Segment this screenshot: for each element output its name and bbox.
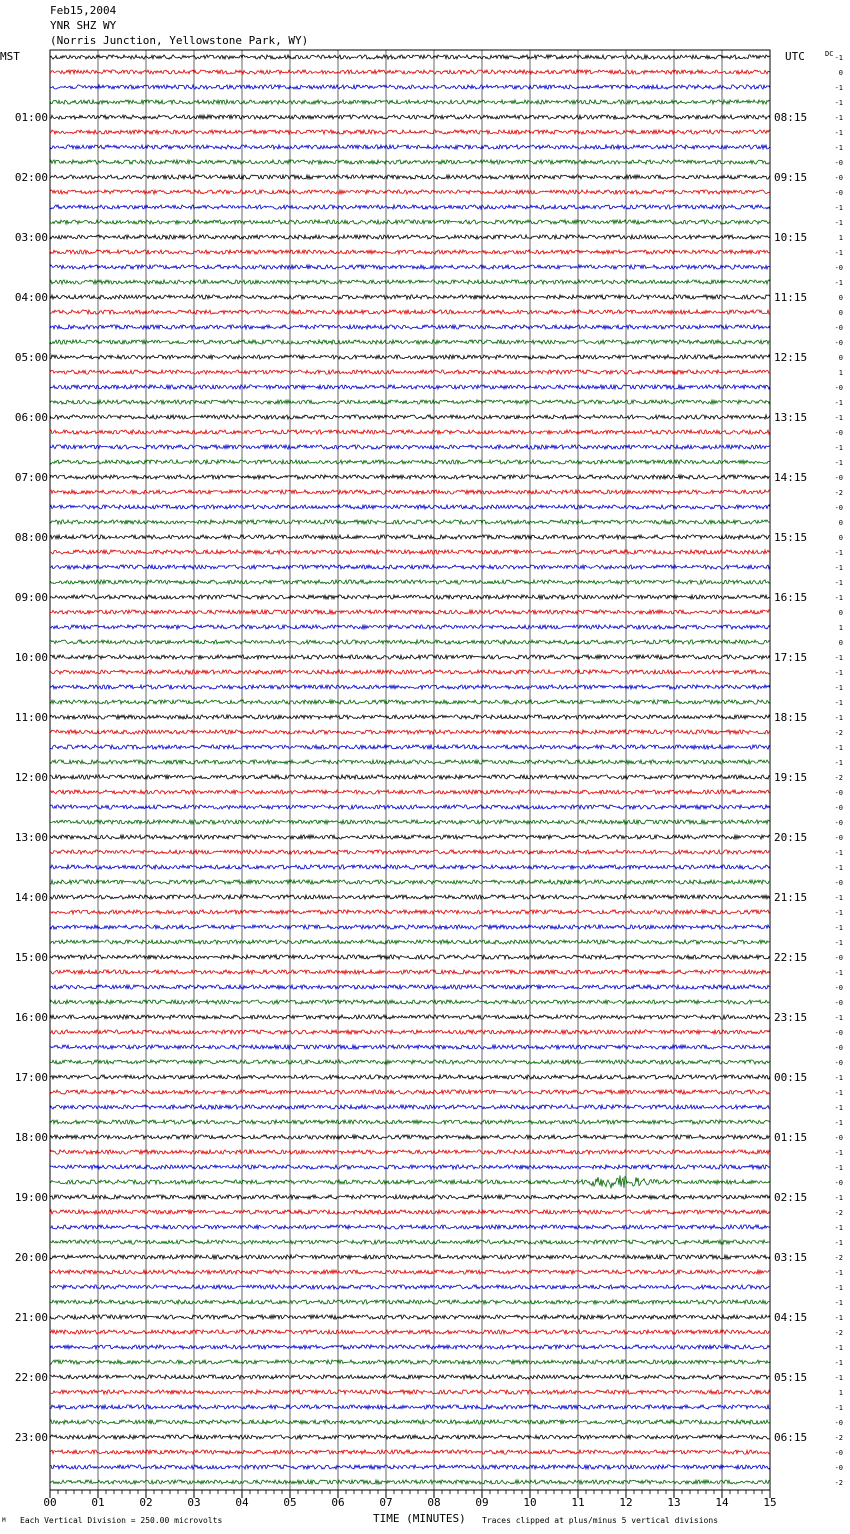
trace-line [50,640,770,644]
dc-offset-label: -0 [834,384,843,392]
trace-line [50,535,770,539]
dc-offset-label: -1 [834,1164,843,1172]
dc-offset-label: -1 [834,909,843,917]
x-tick-label: 06 [331,1496,345,1509]
trace-line [50,730,770,734]
trace-line [50,1135,770,1139]
dc-offset-label: -1 [834,924,843,932]
trace-line [50,130,770,134]
hour-label-right: 01:15 [774,1131,808,1144]
dc-offset-label: -0 [834,789,843,797]
x-tick-label: 09 [475,1496,489,1509]
hour-label-left: 17:00 [14,1071,48,1084]
hour-label-left: 23:00 [14,1431,48,1444]
dc-offset-label: -1 [834,99,843,107]
trace-line [50,280,770,284]
dc-offset-label: 1 [838,624,843,632]
dc-offset-label: -0 [834,999,843,1007]
hour-label-left: 15:00 [14,951,48,964]
trace-line [50,595,770,599]
trace-line [50,445,770,449]
dc-offset-label: 1 [838,234,843,242]
hour-label-right: 20:15 [774,831,808,844]
trace-line [50,490,770,494]
trace-line [50,805,770,809]
dc-offset-label: -1 [834,1119,843,1127]
dc-offset-label: -0 [834,1029,843,1037]
trace-line [50,820,770,824]
trace-line [50,670,770,674]
trace-line [50,325,770,329]
trace-line [50,1075,770,1079]
hour-label-left: 08:00 [14,531,48,544]
dc-offset-label: -1 [834,579,843,587]
hour-label-right: 22:15 [774,951,808,964]
trace-line [50,100,770,104]
dc-offset-label: 0 [838,519,843,527]
trace-line [50,895,770,899]
trace-line [50,700,770,704]
hour-label-right: 16:15 [774,591,808,604]
dc-offset-label: -2 [834,1329,843,1337]
plot-frame [50,50,770,1490]
trace-line [50,70,770,74]
dc-offset-label: -1 [834,1239,843,1247]
dc-offset-label: -2 [834,774,843,782]
trace-line [50,1255,770,1259]
trace-line [50,760,770,764]
dc-offset-label: -1 [834,684,843,692]
trace-line [50,355,770,359]
trace-line [50,580,770,584]
dc-offset-label: -1 [834,1089,843,1097]
hour-label-right: 06:15 [774,1431,808,1444]
trace-line [50,1060,770,1064]
trace-line [50,940,770,944]
x-tick-label: 07 [379,1496,393,1509]
trace-line [50,520,770,524]
x-tick-label: 10 [523,1496,537,1509]
dc-offset-label: -2 [834,489,843,497]
dc-offset-label: -1 [834,459,843,467]
trace-line [50,550,770,554]
trace-line [50,655,770,659]
x-axis-title: TIME (MINUTES) [373,1512,466,1525]
dc-offset-label: -2 [834,1209,843,1217]
dc-offset-label: 0 [838,69,843,77]
hour-label-right: 23:15 [774,1011,808,1024]
hour-label-left: 16:00 [14,1011,48,1024]
dc-offset-label: -1 [834,1404,843,1412]
trace-line [50,1480,770,1484]
dc-offset-label: -0 [834,834,843,842]
trace-line [50,340,770,344]
hour-label-left: 02:00 [14,171,48,184]
x-tick-label: 14 [715,1496,729,1509]
trace-line [50,385,770,389]
hour-label-right: 11:15 [774,291,808,304]
trace-line [50,1195,770,1199]
trace-line [50,1175,770,1188]
dc-offset-label: -1 [834,204,843,212]
trace-line [50,265,770,269]
hour-label-left: 20:00 [14,1251,48,1264]
axis-labels [0,50,843,1525]
x-tick-label: 03 [187,1496,201,1509]
dc-offset-label: -0 [834,1044,843,1052]
dc-offset-label: -1 [834,1014,843,1022]
corner-mark: M [2,1517,6,1524]
hour-label-left: 18:00 [14,1131,48,1144]
hour-label-right: 12:15 [774,351,808,364]
hour-label-right: 00:15 [774,1071,808,1084]
dc-offset-label: -0 [834,504,843,512]
trace-line [50,715,770,719]
trace-line [50,925,770,929]
dc-offset-label: -1 [834,894,843,902]
station-code: YNR SHZ WY [50,19,117,32]
x-tick-label: 04 [235,1496,249,1509]
trace-line [50,250,770,254]
dc-offset-label: 0 [838,309,843,317]
dc-offset-label: -1 [834,219,843,227]
dc-offset-label: 0 [838,639,843,647]
dc-offset-label: -1 [834,1269,843,1277]
trace-line [50,1120,770,1124]
dc-offset-label: -1 [834,939,843,947]
dc-offset-label: -1 [834,399,843,407]
x-tick-label: 13 [667,1496,681,1509]
dc-offset-label: -1 [834,1374,843,1382]
trace-line [50,1435,770,1439]
trace-line [50,1315,770,1319]
x-tick-label: 08 [427,1496,441,1509]
trace-line [50,160,770,164]
dc-offset-label: -1 [834,699,843,707]
trace-line [50,1345,770,1349]
dc-offset-label: -0 [834,1059,843,1067]
x-tick-label: 00 [43,1496,57,1509]
hour-label-right: 18:15 [774,711,808,724]
hour-label-left: 13:00 [14,831,48,844]
trace-line [50,880,770,884]
dc-offset-label: -1 [834,414,843,422]
trace-line [50,370,770,374]
trace-line [50,1090,770,1094]
dc-offset-label: -0 [834,1449,843,1457]
dc-offset-label: -1 [834,1359,843,1367]
trace-line [50,625,770,629]
dc-offset-label: -1 [834,1074,843,1082]
dc-offset-label: -0 [834,1179,843,1187]
trace-line [50,865,770,869]
dc-offset-label: -1 [834,744,843,752]
trace-line [50,850,770,854]
hour-label-right: 19:15 [774,771,808,784]
hour-label-right: 21:15 [774,891,808,904]
dc-offset-label: -1 [834,279,843,287]
dc-offset-label: 1 [838,369,843,377]
trace-line [50,1405,770,1409]
dc-offset-label: -0 [834,984,843,992]
dc-offset-label: -1 [834,1314,843,1322]
scale-note: Each Vertical Division = 250.00 microvolts [20,1516,223,1525]
clip-note: Traces clipped at plus/minus 5 vertical divisions [482,1516,719,1525]
trace-line [50,985,770,989]
trace-line [50,1285,770,1289]
hour-label-left: 06:00 [14,411,48,424]
trace-line [50,1300,770,1304]
hour-label-right: 03:15 [774,1251,808,1264]
hour-label-left: 22:00 [14,1371,48,1384]
x-tick-label: 01 [91,1496,105,1509]
left-timezone-label: MST [0,50,20,63]
trace-line [50,1240,770,1244]
dc-offset-label: -0 [834,264,843,272]
dc-offset-label: -0 [834,1464,843,1472]
hour-label-left: 14:00 [14,891,48,904]
hour-label-right: 15:15 [774,531,808,544]
dc-offset-label: -2 [834,1434,843,1442]
trace-line [50,1330,770,1334]
dc-offset-header: DC [825,50,834,58]
trace-line [50,745,770,749]
dc-offset-label: -2 [834,729,843,737]
dc-offset-label: 0 [838,609,843,617]
trace-line [50,1270,770,1274]
dc-offset-label: -0 [834,954,843,962]
trace-line [50,1000,770,1004]
hour-label-left: 01:00 [14,111,48,124]
trace-line [50,190,770,194]
hour-label-right: 09:15 [774,171,808,184]
trace-line [50,1360,770,1364]
trace-line [50,835,770,839]
dc-offset-label: -0 [834,429,843,437]
dc-offset-label: -1 [834,129,843,137]
right-timezone-label: UTC [785,50,805,63]
dc-offset-label: -0 [834,159,843,167]
trace-line [50,1015,770,1019]
hour-label-right: 10:15 [774,231,808,244]
dc-offset-label: 0 [838,354,843,362]
trace-line [50,970,770,974]
dc-offset-label: -1 [834,1299,843,1307]
hour-label-left: 19:00 [14,1191,48,1204]
trace-line [50,220,770,224]
dc-offset-label: -1 [834,249,843,257]
trace-line [50,1465,770,1469]
dc-offset-label: -1 [834,594,843,602]
trace-line [50,475,770,479]
trace-line [50,205,770,209]
hour-label-right: 05:15 [774,1371,808,1384]
trace-line [50,1210,770,1214]
trace-line [50,1390,770,1394]
dc-offset-label: -1 [834,114,843,122]
trace-group [50,55,770,1484]
trace-line [50,790,770,794]
dc-offset-label: -0 [834,339,843,347]
dc-offset-label: -1 [834,444,843,452]
trace-line [50,505,770,509]
hour-label-left: 07:00 [14,471,48,484]
hour-label-left: 05:00 [14,351,48,364]
hour-label-right: 08:15 [774,111,808,124]
dc-offset-label: -1 [834,669,843,677]
dc-offset-label: -1 [834,54,843,62]
dc-offset-label: -0 [834,189,843,197]
hour-label-left: 09:00 [14,591,48,604]
trace-line [50,1375,770,1379]
trace-line [50,295,770,299]
dc-offset-label: 1 [838,1389,843,1397]
hour-label-right: 17:15 [774,651,808,664]
dc-offset-label: -1 [834,969,843,977]
dc-offset-label: -1 [834,1224,843,1232]
dc-offset-label: -0 [834,819,843,827]
trace-line [50,1450,770,1454]
dc-offset-label: -1 [834,549,843,557]
dc-offset-label: -1 [834,84,843,92]
trace-line [50,1045,770,1049]
trace-line [50,1420,770,1424]
dc-offset-label: -0 [834,1419,843,1427]
trace-line [50,115,770,119]
hour-label-left: 04:00 [14,291,48,304]
trace-line [50,1225,770,1229]
trace-line [50,1150,770,1154]
trace-line [50,1165,770,1169]
x-tick-label: 11 [571,1496,585,1509]
trace-line [50,610,770,614]
dc-offset-label: -2 [834,1479,843,1487]
trace-line [50,1030,770,1034]
trace-line [50,415,770,419]
dc-offset-label: -0 [834,804,843,812]
trace-line [50,775,770,779]
dc-offset-label: -0 [834,174,843,182]
trace-line [50,955,770,959]
trace-line [50,685,770,689]
trace-line [50,1105,770,1109]
trace-line [50,85,770,89]
trace-line [50,565,770,569]
dc-offset-label: -2 [834,1254,843,1262]
trace-line [50,145,770,149]
trace-line [50,175,770,179]
trace-line [50,460,770,464]
dc-offset-label: -0 [834,324,843,332]
dc-offset-label: -1 [834,759,843,767]
dc-offset-label: -1 [834,1104,843,1112]
hour-label-left: 21:00 [14,1311,48,1324]
dc-offset-label: -1 [834,849,843,857]
dc-offset-label: -1 [834,1284,843,1292]
dc-offset-label: -1 [834,564,843,572]
x-tick-label: 02 [139,1496,153,1509]
hour-label-left: 03:00 [14,231,48,244]
trace-line [50,235,770,239]
x-tick-label: 15 [763,1496,777,1509]
x-tick-label: 12 [619,1496,633,1509]
trace-line [50,55,770,59]
dc-offset-label: -1 [834,864,843,872]
dc-offset-label: -1 [834,654,843,662]
dc-offset-label: -0 [834,474,843,482]
trace-line [50,310,770,314]
dc-offset-label: 0 [838,534,843,542]
trace-line [50,400,770,404]
hour-label-right: 04:15 [774,1311,808,1324]
hour-label-left: 11:00 [14,711,48,724]
dc-offset-label: -0 [834,1134,843,1142]
x-tick-label: 05 [283,1496,297,1509]
dc-offset-label: -1 [834,714,843,722]
hour-label-right: 02:15 [774,1191,808,1204]
hour-label-left: 12:00 [14,771,48,784]
trace-line [50,430,770,434]
hour-label-right: 13:15 [774,411,808,424]
trace-line [50,910,770,914]
hour-label-left: 10:00 [14,651,48,664]
dc-offset-label: -0 [834,879,843,887]
hour-label-right: 14:15 [774,471,808,484]
dc-offset-label: 0 [838,294,843,302]
dc-offset-label: -1 [834,1344,843,1352]
dc-offset-label: -1 [834,144,843,152]
dc-offset-label: -1 [834,1194,843,1202]
dc-offset-label: -1 [834,1149,843,1157]
station-location: (Norris Junction, Yellowstone Park, WY) [50,34,309,47]
record-date: Feb15,2004 [50,4,117,17]
